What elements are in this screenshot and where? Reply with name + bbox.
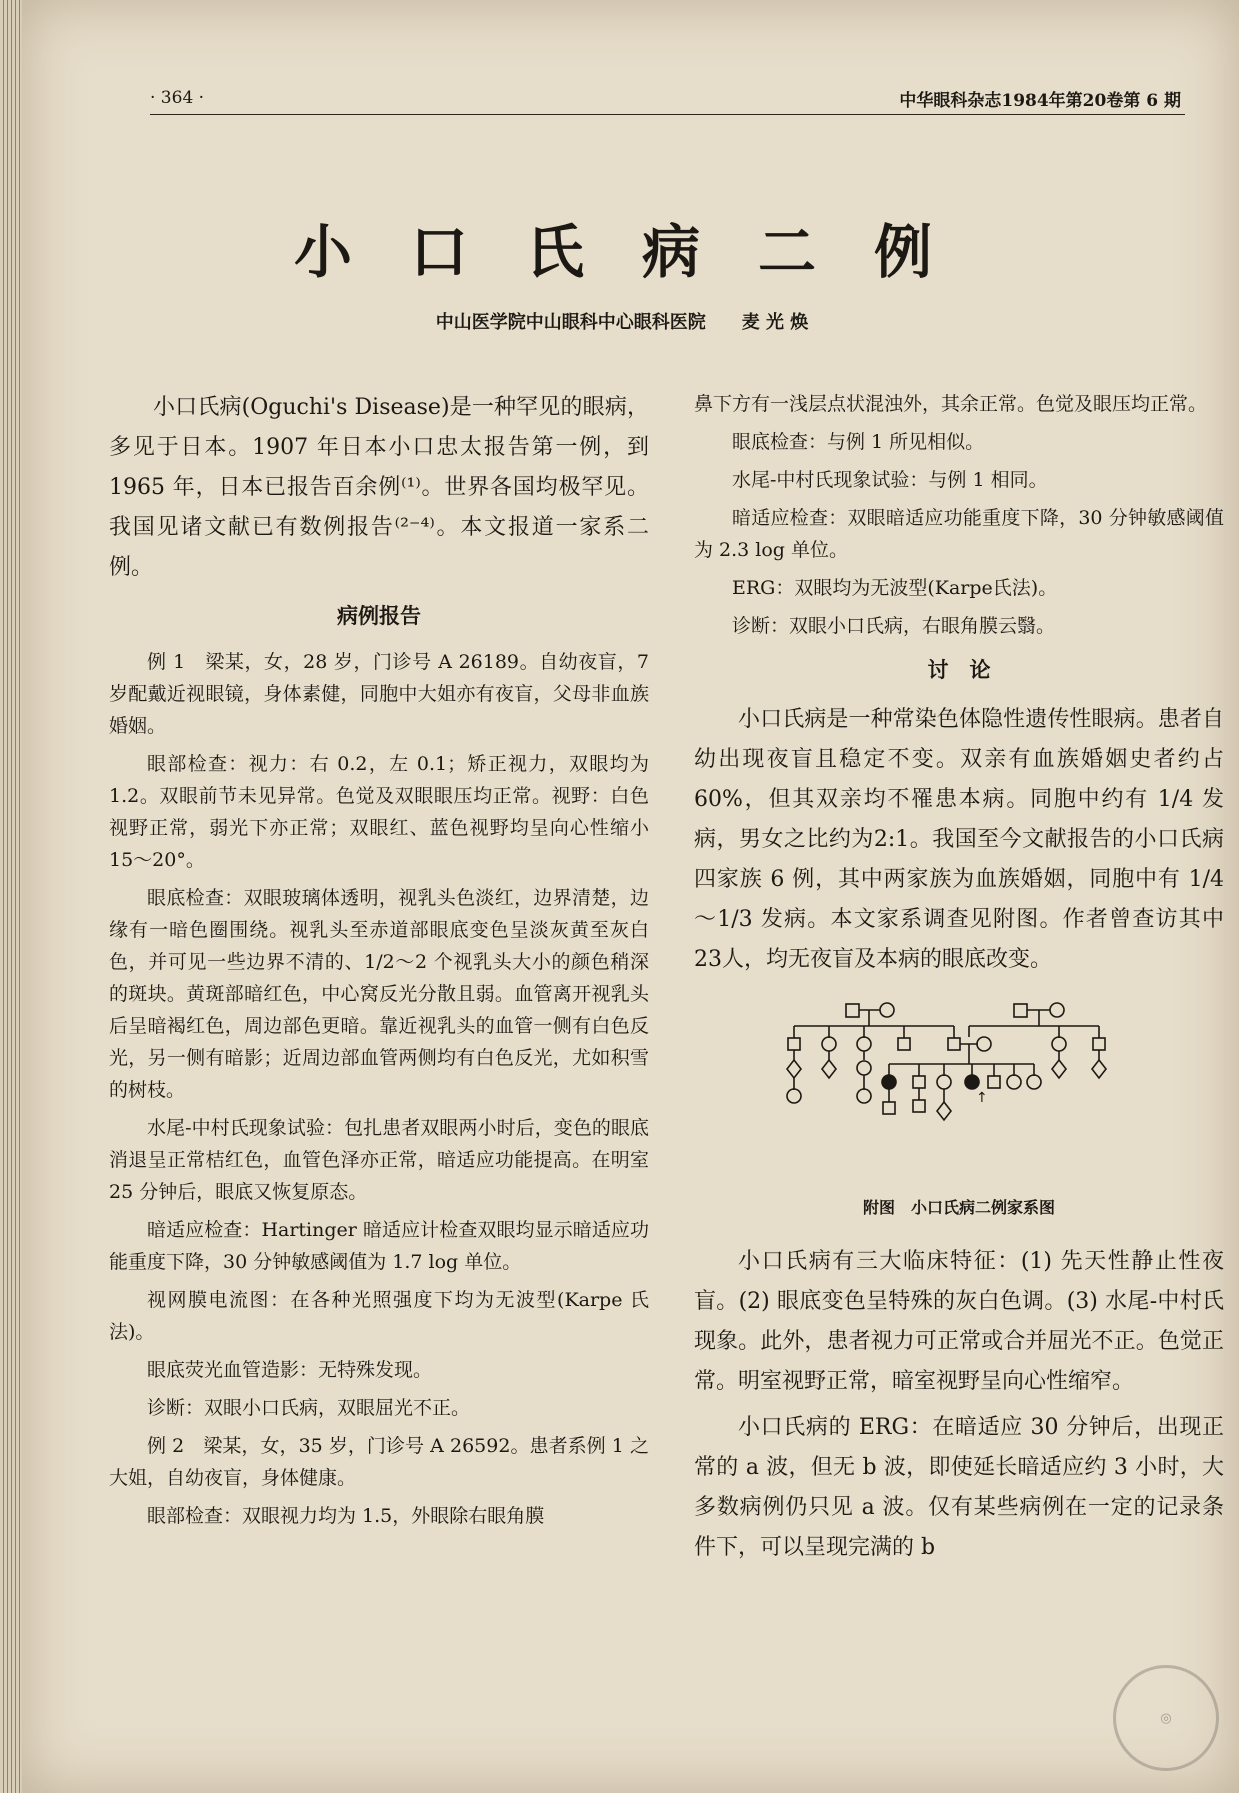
paragraph: 眼底检查：双眼玻璃体透明，视乳头色淡红，边界清楚，边缘有一暗色圈围绕。视乳头至赤道部眼底变色呈淡灰黄至灰白色，并可见一些边界不清的、1/2～2 个视乳头大小的颜色稍深的斑块。黄斑部暗红色，中心窝反光分散且弱。血管离开视乳头后呈暗褐红色，周边部色更暗。靠近视乳头的血管一侧有白色反光，另一侧有暗影；近周边部血管两侧均有白色反光，尤如积雪的树枝。 — [109, 887, 649, 1101]
author-line: 中山医学院中山眼科中心眼科医院 麦 光 焕 — [435, 312, 809, 333]
paragraph: 诊断：双眼小口氏病，双眼屈光不正。 — [147, 1397, 471, 1419]
figure-caption: 附图 小口氏病二例家系图 — [862, 1198, 1055, 1217]
paragraph: 暗适应检查：Hartinger 暗适应计检查双眼均显示暗适应功能重度下降，30 分钟敏感阈值为 1.7 log 单位。 — [109, 1219, 649, 1273]
paragraph: 眼底检查：与例 1 所见相似。 — [732, 431, 985, 453]
paragraph: 眼部检查：双眼视力均为 1.5，外眼除右眼角膜 — [147, 1505, 545, 1527]
pedigree-affected-female — [965, 1075, 979, 1089]
paragraph: 小口氏病是一种常染色体隐性遗传性眼病。患者自幼出现夜盲且稳定不变。双亲有血族婚姻史者约占 60%，但其双亲均不罹患本病。同胞中约有 1/4 发病，男女之比约为2:1。我国至今文献报告的小口氏病四家族 6 例，其中两家族为血族婚姻，同胞中有 1/4～1/3 发病。本文家系调查见附图。作者曾查访其中23人，均无夜盲及本病的眼底改变。 — [694, 707, 1224, 972]
pedigree-figure — [694, 996, 1224, 1176]
paragraph: 鼻下方有一浅层点状混浊外，其余正常。色觉及眼压均正常。 — [694, 393, 1208, 415]
paragraph: 视网膜电流图：在各种光照强度下均为无波型(Karpe 氏法)。 — [109, 1289, 649, 1343]
pedigree-male — [846, 1004, 859, 1017]
header-rule — [150, 114, 1185, 115]
paragraph: 小口氏病的 ERG：在暗适应 30 分钟后，出现正常的 a 波，但无 b 波，即使延长暗适应约 3 小时，大多数病例仍只见 a 波。仅有某些病例在一定的记录条件下，可以呈现完满的 b — [694, 1415, 1224, 1560]
article-title: 小口氏病二例 — [293, 218, 990, 286]
page-stack-edge — [0, 0, 22, 1793]
paragraph: ERG：双眼均为无波型(Karpe氏法)。 — [732, 577, 1058, 599]
paragraph: 例 1 梁某，女，28 岁，门诊号 A 26189。自幼夜盲，7 岁配戴近视眼镜，身体素健，同胞中大姐亦有夜盲，父母非血族婚姻。 — [109, 651, 649, 737]
library-seal: ◎ — [1113, 1665, 1219, 1771]
pedigree-chart — [784, 996, 1144, 1176]
pedigree-female — [880, 1003, 894, 1017]
proband-arrow: ↑ — [976, 1090, 988, 1106]
paragraph: 例 2 梁某，女，35 岁，门诊号 A 26592。患者系例 1 之大姐，自幼夜盲，身体健康。 — [109, 1435, 649, 1489]
right-column — [694, 388, 1224, 1574]
paragraph: 眼部检查：视力：右 0.2，左 0.1；矫正视力，双眼均为 1.2。双眼前节未见异常。色觉及双眼眼压均正常。视野：白色视野正常，弱光下亦正常；双眼红、蓝色视野均呈向心性缩小 15～20°。 — [109, 753, 649, 871]
section-title-discussion: 讨 论 — [927, 657, 991, 682]
section-title-cases: 病例报告 — [337, 603, 421, 628]
pedigree-female — [1050, 1003, 1064, 1017]
pedigree-male — [1014, 1004, 1027, 1017]
journal-page — [22, 0, 1239, 1793]
paragraph: 眼底荧光血管造影：无特殊发现。 — [147, 1359, 433, 1381]
paragraph: 小口氏病有三大临床特征：(1) 先天性静止性夜盲。(2) 眼底变色呈特殊的灰白色调。(3) 水尾-中村氏现象。此外，患者视力可正常或合并屈光不正。色觉正常。明室视野正常，暗室视野呈向心性缩窄。 — [694, 1249, 1224, 1394]
left-column — [109, 388, 649, 1538]
intro-paragraph: 小口氏病(Oguchi's Disease)是一种罕见的眼病，多见于日本。1907 年日本小口忠太报告第一例，到 1965 年，日本已报告百余例⁽¹⁾。世界各国均极罕见。我国见诸文献已有数例报告⁽²⁻⁴⁾。本文报道一家系二例。 — [109, 395, 649, 580]
pedigree-affected-female — [882, 1075, 896, 1089]
paragraph: 水尾-中村氏现象试验：与例 1 相同。 — [732, 469, 1048, 491]
page-number: · 364 · — [150, 88, 205, 108]
paragraph: 诊断：双眼小口氏病，右眼角膜云翳。 — [732, 615, 1056, 637]
journal-title: 中华眼科杂志1984年第20卷第 6 期 — [899, 91, 1181, 111]
paragraph: 水尾-中村氏现象试验：包扎患者双眼两小时后，变色的眼底消退呈正常桔红色，血管色泽亦正常，暗适应功能提高。在明室 25 分钟后，眼底又恢复原态。 — [109, 1117, 649, 1203]
paragraph: 暗适应检查：双眼暗适应功能重度下降，30 分钟敏感阈值为 2.3 log 单位。 — [694, 507, 1224, 561]
